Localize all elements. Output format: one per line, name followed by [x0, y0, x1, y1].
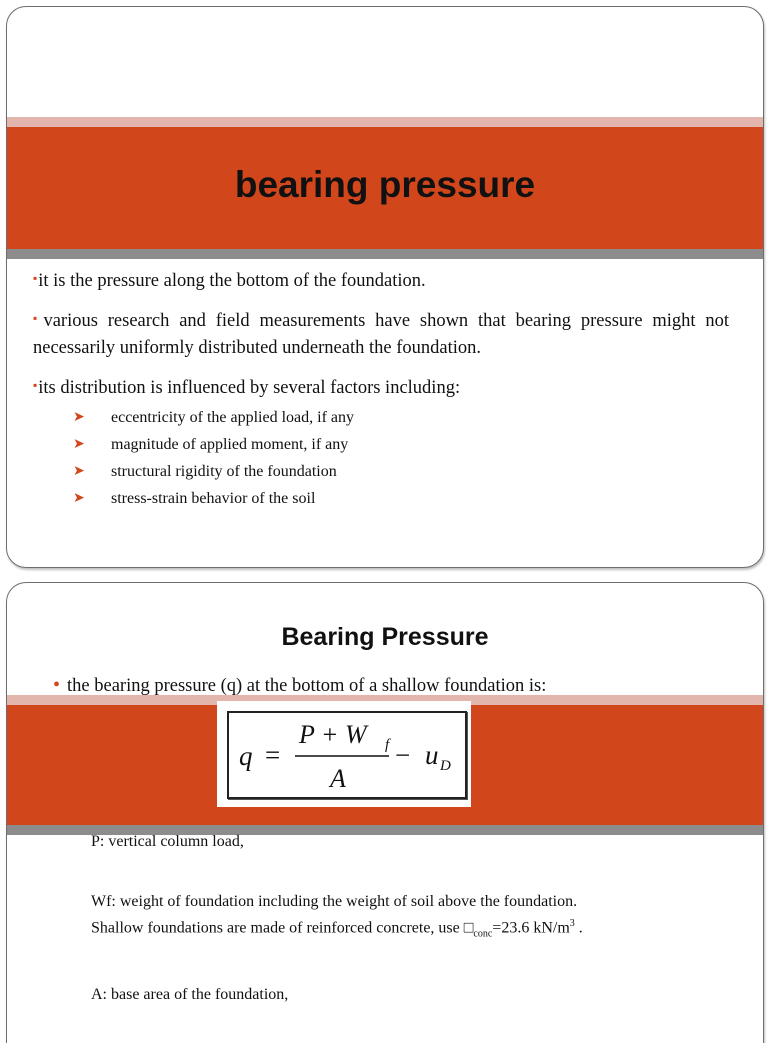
slide-bearing-pressure-intro: [6, 6, 764, 568]
bearing-pressure-equation: [229, 713, 465, 797]
arrowhead-bullet-icon: ➤: [73, 490, 85, 506]
definitions: [91, 831, 721, 1006]
formula-tail-subscript: D: [440, 758, 451, 774]
definition-p: P: vertical column load,: [91, 833, 244, 850]
formula-frame: [227, 711, 467, 799]
formula-tail: u: [425, 740, 439, 770]
arrowhead-bullet-icon: ➤: [73, 463, 85, 479]
arrowhead-bullet-icon: ➤: [73, 409, 85, 425]
definition-wf-concrete: Shallow foundations are made of reinforced concrete, use $□_{conc}=23.6$ $kN/m^3$ .: [91, 918, 583, 940]
formula-numerator-subscript: f: [385, 737, 390, 753]
slide-title: bearing pressure: [234, 164, 536, 205]
formula-equals: =: [265, 740, 281, 770]
list-item: ➤ stress-strain behavior of the soil: [73, 485, 729, 512]
bullet-item: ▪its distribution is influenced by several factors including:: [33, 378, 461, 398]
factor-list: [33, 404, 729, 512]
dot-bullet-icon: ▪: [33, 271, 38, 285]
slide-bearing-pressure-formula: [6, 582, 764, 1043]
dot-bullet-icon: •: [53, 674, 61, 696]
definition-wf: Wf: weight of foundation including the weight of soil above the foundation.: [91, 893, 578, 910]
slide-body: [33, 265, 729, 512]
formula-minus: −: [395, 740, 411, 770]
dot-bullet-icon: ▪: [33, 311, 43, 325]
list-item: ➤ eccentricity of the applied load, if any: [73, 404, 729, 431]
slide-title: Bearing Pressure: [281, 623, 489, 651]
dot-bullet-icon: ▪: [33, 378, 38, 392]
bullet-item: ▪it is the pressure along the bottom of the foundation.: [33, 271, 426, 291]
bullet-item: ▪various research and field measurements have shown that bearing pressure might not necessarily uniformly distributed underneath the foundation.: [33, 311, 729, 358]
formula-denominator: A: [330, 764, 346, 793]
formula-numerator: P + W: [299, 720, 367, 749]
list-item: ➤ structural rigidity of the foundation: [73, 458, 729, 485]
definition-a: A: base area of the foundation,: [91, 985, 289, 1003]
title-band-top-stripe: [7, 117, 763, 127]
arrowhead-bullet-icon: ➤: [73, 436, 85, 452]
formula-lhs: q: [239, 741, 253, 771]
formula-image: [217, 701, 471, 807]
intro-bullet: • the bearing pressure (q) at the bottom of a shallow foundation is:: [53, 674, 547, 696]
title-band-bottom-stripe: [7, 249, 763, 259]
list-item: ➤ magnitude of applied moment, if any: [73, 431, 729, 458]
